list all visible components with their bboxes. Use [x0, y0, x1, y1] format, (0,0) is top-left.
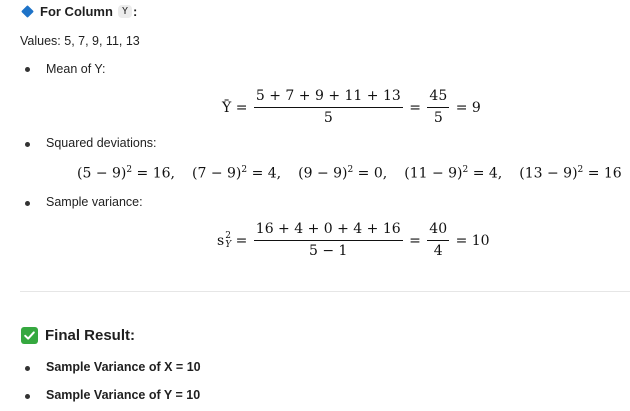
- divider: [20, 291, 630, 292]
- mean-fraction: [254, 88, 403, 127]
- mean-denominator: 5: [323, 110, 333, 126]
- heading-colon: :: [132, 4, 138, 19]
- sq-term: $(11 - 9)^2 = 4$,: [404, 165, 503, 182]
- mean-denominator-2: 5: [433, 110, 443, 126]
- values-line: Values: 5, 7, 9, 11, 13: [20, 34, 140, 48]
- variance-equation: s 2 Y = $\frac{16 + 4 + 0 + 4 + 16}{5 - 1}$ = $\frac{40}{4}$ = 10: [217, 221, 490, 259]
- squared-deviations-equation: [77, 165, 622, 182]
- variance-fraction-2: [427, 221, 449, 260]
- mean-equation: Ȳ = $\frac{5 + 7 + 9 + 11 + 13}{5}$ = $\frac{45}{5}$ = 9: [222, 88, 481, 126]
- bullet-icon: [25, 201, 30, 206]
- heading-text: For Column: [40, 4, 113, 19]
- variance-fraction: [254, 221, 403, 260]
- bullet-icon: [25, 67, 30, 72]
- final-result-title: Final Result:: [45, 327, 136, 344]
- variance-lhs: s 2 Y: [217, 230, 232, 250]
- mean-fraction-2: [427, 88, 449, 127]
- section-heading: [20, 4, 137, 19]
- bullet-icon: [25, 366, 30, 371]
- final-result-item: Sample Variance of X = 10: [46, 360, 201, 374]
- final-result-item: Sample Variance of Y = 10: [46, 388, 201, 402]
- column-code: Y: [118, 5, 132, 18]
- mean-lhs: Ȳ: [222, 99, 232, 116]
- bullet-icon: [25, 142, 30, 147]
- final-result-heading: [21, 327, 135, 344]
- sq-term: $(5 - 9)^2 = 16$,: [77, 165, 176, 182]
- sq-term: $(7 - 9)^2 = 4$,: [192, 165, 282, 182]
- bullet-icon: [25, 394, 30, 399]
- sq-term: $(9 - 9)^2 = 0$,: [298, 165, 388, 182]
- blue-diamond-icon: [21, 5, 34, 18]
- check-mark-icon: [21, 327, 38, 344]
- variance-denominator: 5 − 1: [308, 243, 348, 259]
- mean-numerator: 5 + 7 + 9 + 11 + 13: [254, 88, 403, 108]
- variance-denominator-2: 4: [433, 243, 443, 259]
- mean-label: Mean of Y:: [46, 62, 106, 76]
- variance-result: = 10: [455, 232, 490, 249]
- mean-numerator-2: 45: [427, 88, 449, 108]
- variance-numerator-2: 40: [427, 221, 449, 241]
- squared-deviations-label: Squared deviations:: [46, 136, 157, 150]
- sq-term: $(13 - 9)^2 = 16$: [519, 165, 622, 182]
- mean-result: = 9: [455, 99, 481, 116]
- variance-numerator: 16 + 4 + 0 + 4 + 16: [254, 221, 403, 241]
- sample-variance-label: Sample variance:: [46, 195, 143, 209]
